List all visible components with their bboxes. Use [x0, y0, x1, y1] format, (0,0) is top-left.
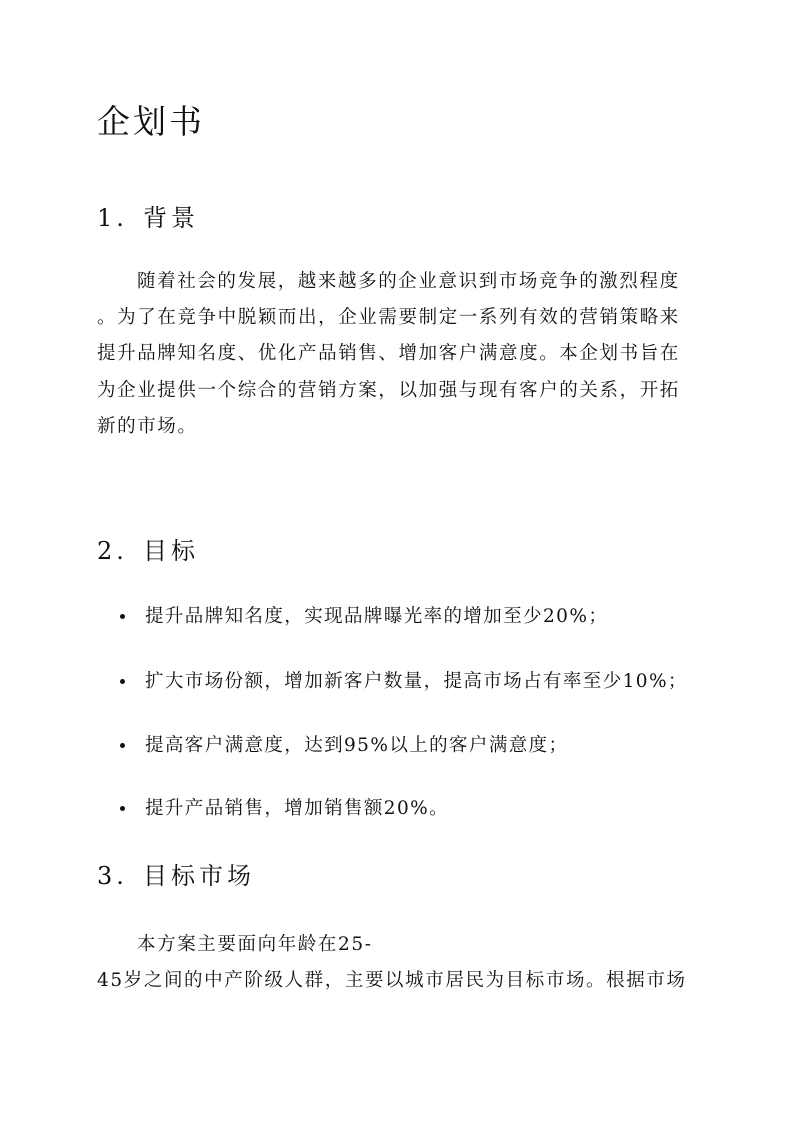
bullet-icon: [120, 806, 125, 811]
background-paragraph: [97, 264, 717, 445]
section-number: 3.: [97, 862, 128, 890]
paragraph-line: 。为了在竞争中脱颖而出，企业需要制定一系列有效的营销策略来: [97, 307, 680, 329]
bullet-icon: [120, 614, 125, 619]
target-market-paragraph: [97, 927, 717, 999]
section-title: 目标: [143, 537, 199, 565]
section-number: 1.: [97, 204, 128, 232]
section-heading-background: [97, 198, 199, 233]
document-title: 企划书: [97, 102, 205, 141]
paragraph-line: 新的市场。: [97, 415, 198, 437]
paragraph-line: 本方案主要面向年龄在25-: [137, 934, 373, 955]
list-item-text: 扩大市场份额，增加新客户数量，提高市场占有率至少10%；: [145, 671, 688, 692]
bullet-icon: [120, 679, 125, 684]
list-item-text: 提高客户满意度，达到95%以上的客户满意度；: [145, 735, 569, 756]
paragraph-line: 提升品牌知名度、优化产品销售、增加客户满意度。本企划书旨在: [97, 343, 680, 365]
list-item-text: 提升品牌知名度，实现品牌曝光率的增加至少20%；: [145, 606, 609, 627]
section-title: 背景: [143, 204, 199, 232]
paragraph-line: 为企业提供一个综合的营销方案，以加强与现有客户的关系，开拓: [97, 379, 680, 401]
bullet-icon: [120, 743, 125, 748]
section-number: 2.: [97, 537, 128, 565]
paragraph-line: 随着社会的发展，越来越多的企业意识到市场竞争的激烈程度: [137, 271, 680, 292]
section-title: 目标市场: [143, 862, 255, 890]
paragraph-line: 45岁之间的中产阶级人群，主要以城市居民为目标市场。根据市场: [97, 970, 687, 992]
list-item-text: 提升产品销售，增加销售额20%。: [145, 798, 450, 819]
section-heading-target-market: [97, 856, 255, 891]
section-heading-goals: [97, 531, 199, 566]
